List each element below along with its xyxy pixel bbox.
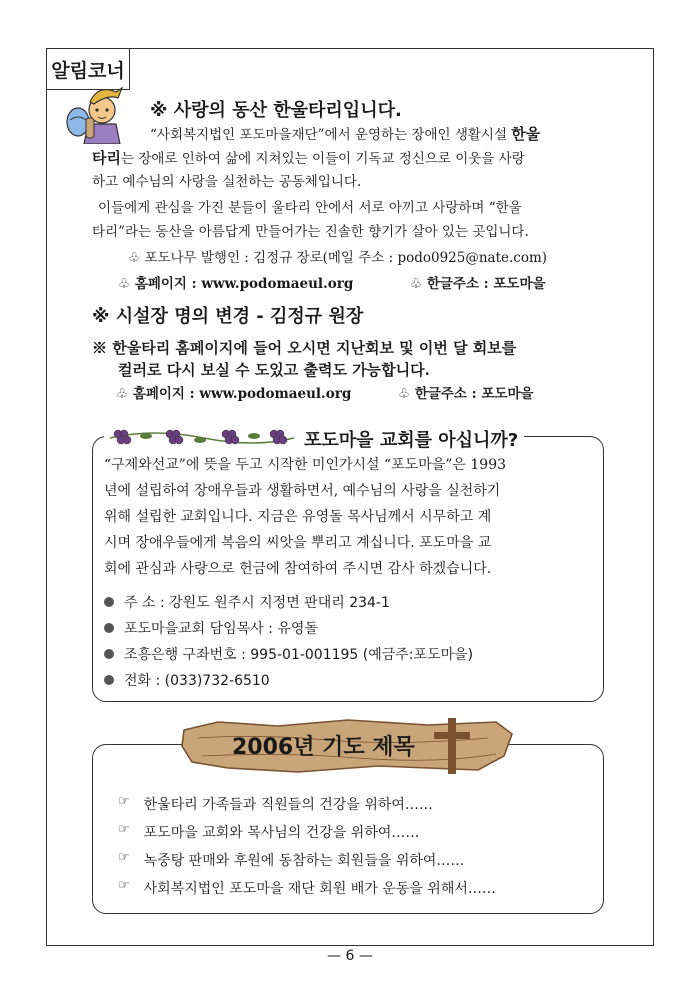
bullet-dot-icon <box>104 649 114 659</box>
page-number: — 6 — <box>327 948 373 964</box>
section-mark-icon: ※ <box>92 306 110 327</box>
prayer-item <box>118 850 464 870</box>
church-line: 년에 설립하여 장애우들과 생활하면서, 예수님의 사랑을 실천하기 <box>104 483 501 499</box>
prayer-item <box>118 878 496 898</box>
prayer-item-text: 한울타리 가족들과 직원들의 건강을 위하여…… <box>143 797 433 813</box>
corner-tag: 알림코너 <box>46 48 130 90</box>
church-phone: 전화 : (033)732-6510 <box>124 673 270 689</box>
bullet-dot-icon <box>104 597 114 607</box>
club-icon: ♧ <box>410 276 423 292</box>
section1-line1 <box>150 124 540 145</box>
section1-line2 <box>92 148 525 169</box>
church-pastor: 포도마을교회 담임목사 : 유영돌 <box>124 621 318 637</box>
church-bank-account: 조흥은행 구좌번호 : 995-01-001195 (예금주:포도마을) <box>124 647 474 663</box>
pointing-hand-icon: ☞ <box>118 794 130 809</box>
prayer-item-text: 녹중탕 판매와 후원에 동참하는 회원들을 위하여…… <box>143 853 465 869</box>
church-line: 회에 관심과 사랑으로 헌금에 참여하여 주시면 감사 하겠습니다. <box>104 561 492 577</box>
club-icon: ♧ <box>118 276 131 292</box>
church-info-item <box>104 592 390 612</box>
homepage-link[interactable]: 홈페이지 : www.podomaeul.org <box>134 276 354 292</box>
club-icon: ♧ <box>398 386 411 402</box>
church-info-item <box>104 618 318 638</box>
korean-address-text: 한글주소 : 포도마을 <box>426 276 546 292</box>
section-mark-icon: ※ <box>150 100 168 121</box>
publisher-line <box>128 248 547 268</box>
section1-heading <box>150 96 402 122</box>
pointing-hand-icon: ☞ <box>118 850 130 865</box>
grape-vine-decoration <box>104 420 300 450</box>
bullet-dot-icon <box>104 623 114 633</box>
section1-korean-address <box>410 274 546 294</box>
prayer-title: 2006년 기도 제목 <box>232 735 415 760</box>
notice-line1-text: 한울타리 홈페이지에 들어 오시면 지난회보 및 이번 달 회보를 <box>112 339 517 357</box>
church-line: 시며 장애우들에게 복음의 씨앗을 뿌리고 계십니다. 포도마을 교 <box>104 535 492 551</box>
church-info-item <box>104 644 473 664</box>
prayer-item <box>118 794 433 814</box>
section1-line1-text: “사회복지법인 포도마을재단”에서 운영하는 장애인 생활시설 <box>150 127 512 143</box>
section-mark-icon: ※ <box>92 339 108 357</box>
publisher-text: 포도나무 발행인 : 김정규 장로(메일 주소 : podo0925@nate.com) <box>144 250 548 266</box>
church-info-item <box>104 670 270 690</box>
section1-bold-tari: 타리 <box>92 149 121 167</box>
notice-line2: 컬러로 다시 보실 수 도있고 출력도 가능합니다. <box>118 361 430 379</box>
church-address: 주 소 : 강원도 원주시 지정면 판대리 234-1 <box>124 595 390 611</box>
club-icon: ♧ <box>128 250 141 266</box>
section1-line4: 이들에게 관심을 가진 분들이 울타리 안에서 서로 아끼고 사랑하며 “한울 <box>98 200 522 216</box>
church-line: “구제와선교”에 뜻을 두고 시작한 미인가시설 “포도마을”은 1993 <box>104 457 507 473</box>
club-icon: ♧ <box>116 386 129 402</box>
korean-address-text: 한글주소 : 포도마을 <box>414 386 534 402</box>
pointing-hand-icon: ☞ <box>118 878 130 893</box>
section1-title: 사랑의 동산 한울타리입니다. <box>173 100 402 121</box>
homepage-link[interactable]: 홈페이지 : www.podomaeul.org <box>132 386 352 402</box>
prayer-item-text: 사회복지법인 포도마을 재단 회원 배가 운동을 위해서…… <box>143 881 496 897</box>
section2-title: 시설장 명의 변경 - 김정규 원장 <box>115 306 364 327</box>
pointing-hand-icon: ☞ <box>118 822 130 837</box>
section2-heading <box>92 302 363 328</box>
section1-line3: 하고 예수님의 사랑을 실천하는 공동체입니다. <box>92 174 362 190</box>
section2-homepage <box>116 384 351 404</box>
mascot-illustration <box>64 84 134 144</box>
section1-bold-han: 한울 <box>511 125 541 143</box>
section1-line5: 타리”라는 동산을 아름답게 만들어가는 진솔한 향기가 살아 있는 곳입니다. <box>92 224 529 240</box>
prayer-item <box>118 822 419 842</box>
bullet-dot-icon <box>104 675 114 685</box>
church-title: 포도마을 교회를 아십니까? <box>298 426 524 452</box>
notice-line1 <box>92 338 516 358</box>
church-description <box>104 452 588 582</box>
section2-korean-address <box>398 384 534 404</box>
section1-homepage <box>118 274 353 294</box>
section1-line2-text: 는 장애로 인하여 삶에 지쳐있는 이들이 기독교 정신으로 이웃을 사랑 <box>120 151 525 167</box>
prayer-item-text: 포도마을 교회와 목사님의 건강을 위하여…… <box>143 825 420 841</box>
church-line: 위해 설립한 교회입니다. 지금은 유영돌 목사님께서 시무하고 계 <box>104 509 492 525</box>
